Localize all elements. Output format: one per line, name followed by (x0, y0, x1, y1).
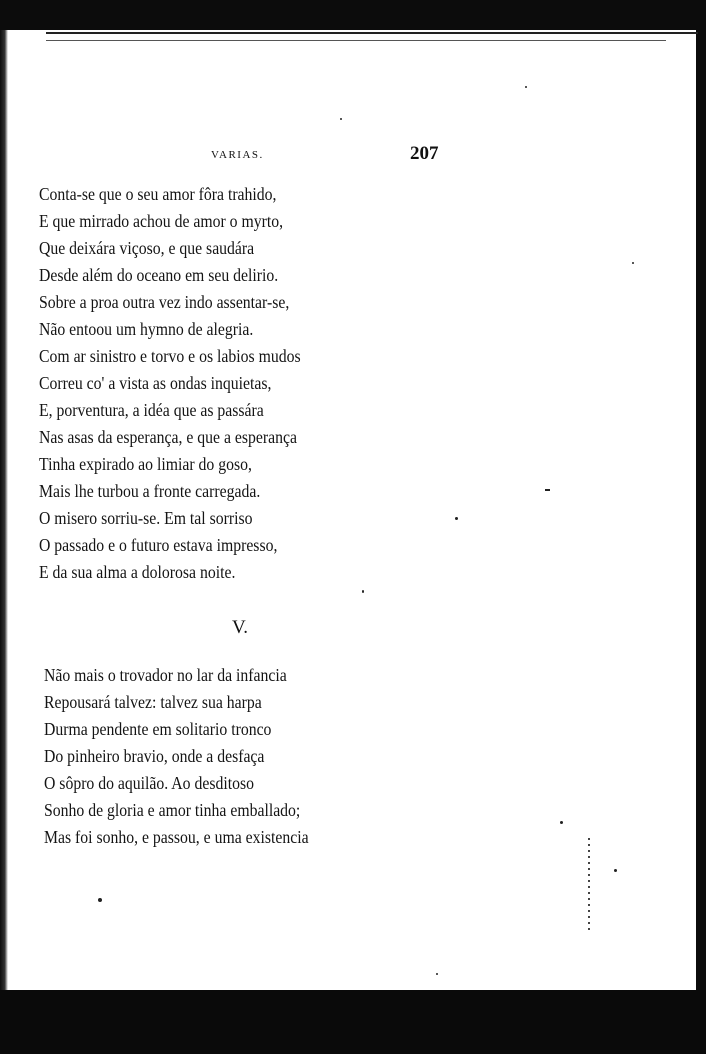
scan-speck (560, 821, 563, 824)
verse-line: Desde além do oceano em seu delirio. (39, 265, 279, 285)
scan-speck (436, 973, 438, 975)
scan-speck (525, 86, 527, 88)
margin-dotted-mark (588, 838, 590, 933)
stanza-one (39, 181, 330, 586)
page-number: 207 (410, 143, 439, 164)
verse-line: E, porventura, a idéa que as passára (39, 400, 264, 420)
verse-line: Tinha expirado ao limiar do goso, (39, 454, 252, 474)
verse-line: Sobre a proa outra vez indo assentar-se, (39, 292, 290, 312)
verse-line: Com ar sinistro e torvo e os labios mudos (39, 346, 301, 366)
top-edge-rule-thin (46, 40, 666, 41)
scan-speck (98, 898, 102, 902)
scan-speck (362, 590, 364, 593)
scan-speck (632, 262, 634, 264)
stanza-two (44, 662, 338, 851)
verse-line: O sôpro do aquilão. Ao desditoso (44, 773, 254, 793)
verse-line: Sonho de gloria e amor tinha emballado; (44, 800, 301, 820)
verse-line: O passado e o futuro estava impresso, (39, 535, 278, 555)
verse-line: O misero sorriu-se. Em tal sorriso (39, 508, 253, 528)
scan-speck (340, 118, 342, 120)
scan-bottom-edge (0, 990, 706, 1054)
verse-line: Mais lhe turbou a fronte carregada. (39, 481, 261, 501)
verse-line: Repousará talvez: talvez sua harpa (44, 692, 262, 712)
verse-line: E da sua alma a dolorosa noite. (39, 562, 236, 582)
scan-speck (545, 489, 550, 491)
verse-line: Durma pendente em solitario tronco (44, 719, 272, 739)
verse-line: Não entoou um hymno de alegria. (39, 319, 254, 339)
page-binding-shadow (0, 30, 8, 992)
verse-line: Correu co' a vista as ondas inquietas, (39, 373, 272, 393)
page-header (0, 143, 706, 169)
scan-speck (455, 517, 458, 520)
top-edge-rule (46, 32, 698, 34)
verse-line: Mas foi sonho, e passou, e uma existencia (44, 827, 309, 847)
verse-line: Que deixára viçoso, e que saudára (39, 238, 255, 258)
verse-line: Nas asas da esperança, e que a esperança (39, 427, 297, 447)
scan-speck (614, 869, 617, 872)
verse-line: Não mais o trovador no lar da infancia (44, 665, 287, 685)
running-title: VARIAS. (211, 149, 264, 161)
verse-line: Conta-se que o seu amor fôra trahido, (39, 184, 277, 204)
verse-line: Do pinheiro bravio, onde a desfaça (44, 746, 265, 766)
verse-line: E que mirrado achou de amor o myrto, (39, 211, 284, 231)
section-number: V. (232, 617, 249, 638)
